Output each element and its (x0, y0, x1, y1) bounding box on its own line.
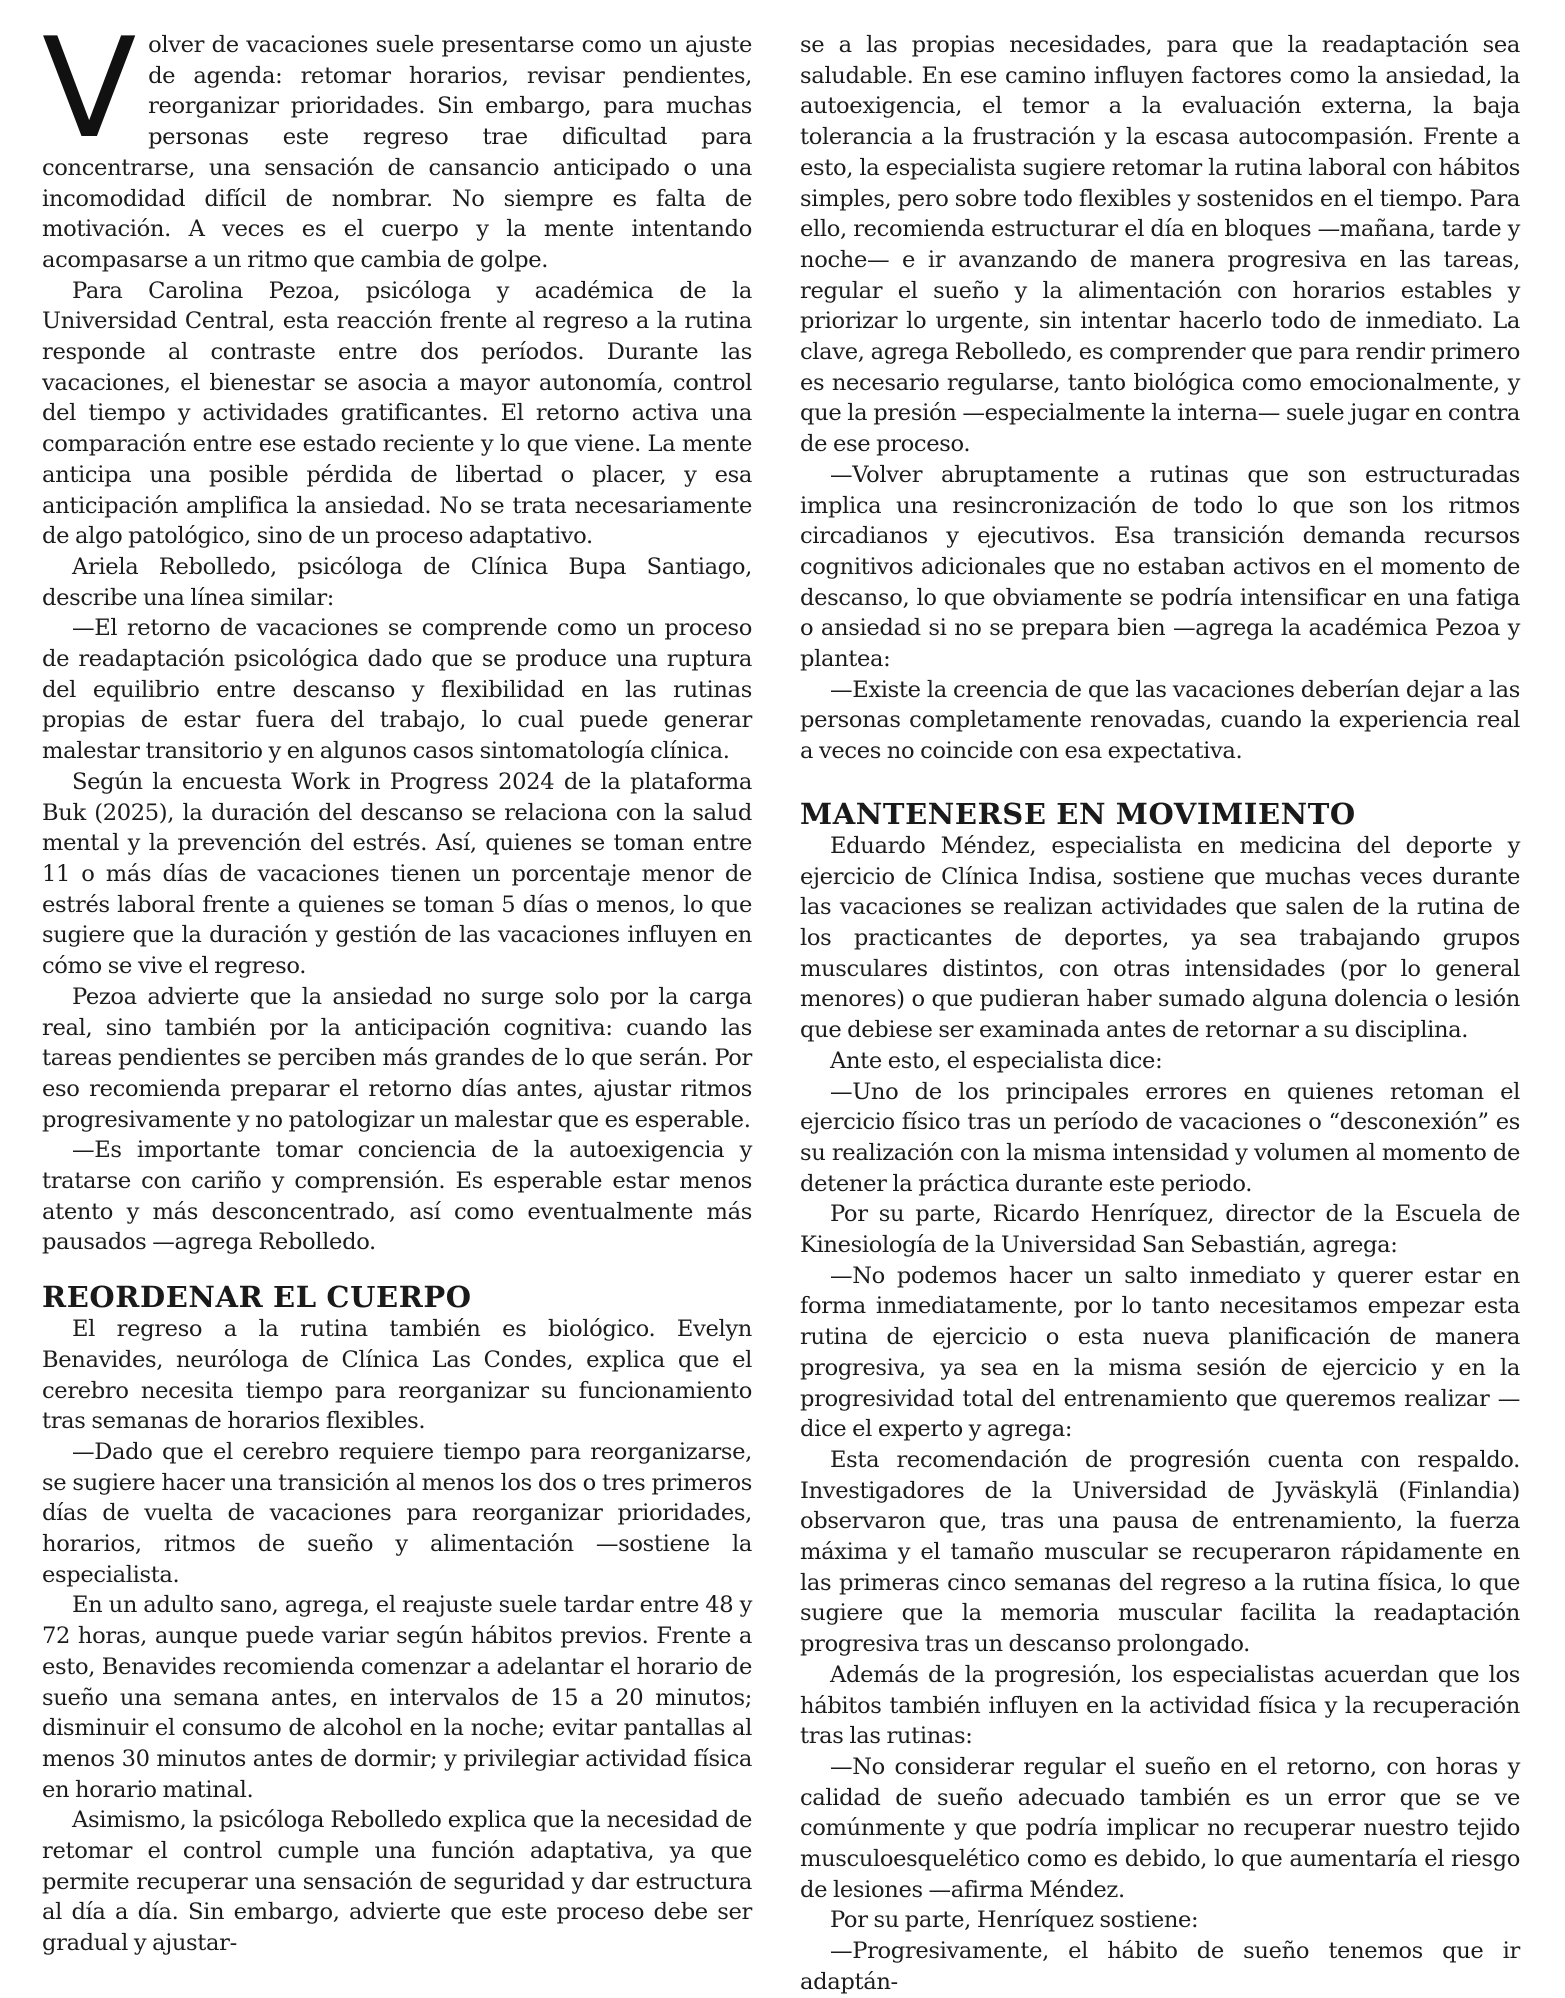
dropcap-letter: V (42, 8, 137, 169)
body-paragraph: Ante esto, el especialista dice: (830, 1047, 1163, 1074)
section-heading-movimiento: MANTENERSE EN MOVIMIENTO (800, 796, 1356, 831)
body-paragraph: —Uno de los principales errores en quienes retoman el ejercicio físico tras un período de vacaciones o “desconexión” es su realización con la misma intensidad y volumen al momento de detener la práctica durante este periodo. (800, 1078, 1520, 1197)
body-paragraph: El regreso a la rutina también es biológico. Evelyn Benavides, neuróloga de Clínica Las Condes, explica que el cerebro necesita tiempo para reorganizar su funcionamiento tras semanas de horarios flexibles. (42, 1316, 752, 1435)
body-paragraph: Eduardo Méndez, especialista en medicina del deporte y ejercicio de Clínica Indisa, sostiene que muchas veces durante las vacaciones se realizan actividades que salen de la rutina de los practicantes de deportes, ya sea trabajando grupos musculares distintos, con otras intensidades (por lo general menores) o que pudieran haber sumado alguna dolencia o lesión que debiese ser examinada antes de retornar a su disciplina. (800, 832, 1520, 1044)
body-paragraph: Asimismo, la psicóloga Rebolledo explica que la necesidad de retomar el control cumple una función adaptativa, ya que permite recuperar una sensación de seguridad y dar estructura al día a día. Sin embargo, advierte que este proceso debe ser gradual y ajustar- (42, 1807, 752, 1957)
body-paragraph: —No podemos hacer un salto inmediato y querer estar en forma inmediatamente, por lo tanto necesitamos empezar esta rutina de ejercicio o esta nueva planificación de manera progresiva, ya sea en la misma sesión de ejercicio y en la progresividad total del entrenamiento que queremos realizar —dice el experto y agrega: (800, 1262, 1520, 1443)
left-column (42, 8, 752, 1959)
body-paragraph: Ariela Rebolledo, psicóloga de Clínica Bupa Santiago, describe una línea similar: (42, 553, 752, 611)
body-paragraph: Además de la progresión, los especialistas acuerdan que los hábitos también influyen en la actividad física y la recuperación tras las rutinas: (800, 1661, 1520, 1750)
body-paragraph: Por su parte, Henríquez sostiene: (830, 1907, 1199, 1934)
body-paragraph: —No considerar regular el sueño en el retorno, con horas y calidad de sueño adecuado también es un error que se ve comúnmente y que podría implicar no recuperar nuestro tejido musculoesquelético como es debido, lo que aumentaría el riesgo de lesiones —afirma Méndez. (800, 1753, 1520, 1903)
body-paragraph: Pezoa advierte que la ansiedad no surge solo por la carga real, sino también por la anticipación cognitiva: cuando las tareas pendientes se perciben más grandes de lo que serán. Por eso recomienda preparar el retorno días antes, ajustar ritmos progresivamente y no patologizar un malestar que es esperable. (42, 983, 752, 1133)
body-paragraph: Por su parte, Ricardo Henríquez, director de la Escuela de Kinesiología de la Universidad San Sebastián, agrega: (800, 1201, 1520, 1259)
intro-text: olver de vacaciones suele presentarse como un ajuste de agenda: retomar horarios, revisar pendientes, reorganizar prioridades. Sin embargo, para muchas personas este regreso trae dificultad para concentrarse, una sensación de cansancio anticipado o una incomodidad difícil de nombrar. No siempre es falta de motivación. A veces es el cuerpo y la mente intentando acompasarse a un ritmo que cambia de golpe. (42, 32, 752, 273)
continuation-paragraph: se a las propias necesidades, para que la readaptación sea saludable. En ese camino influyen factores como la ansiedad, la autoexigencia, el temor a la evaluación externa, la baja tolerancia a la frustración y la escasa autocompasión. Frente a esto, la especialista sugiere retomar la rutina laboral con hábitos simples, pero sobre todo flexibles y sostenidos en el tiempo. Para ello, recomienda estructurar el día en bloques —mañana, tarde y noche— e ir avanzando de manera progresiva en las tareas, regular el sueño y la alimentación con horarios estables y priorizar lo urgente, sin intentar hacerlo todo de inmediato. La clave, agrega Rebolledo, es comprender que para rendir primero es necesario regularse, tanto biológica como emocionalmente, y que la presión —especialmente la interna— suele jugar en contra de ese proceso. (800, 32, 1520, 458)
body-paragraph: En un adulto sano, agrega, el reajuste suele tardar entre 48 y 72 horas, aunque puede variar según hábitos previos. Frente a esto, Benavides recomienda comenzar a adelantar el horario de sueño una semana antes, en intervalos de 15 a 20 minutos; disminuir el consumo de alcohol en la noche; evitar pantallas al menos 30 minutos antes de dormir; y privilegiar actividad física en horario matinal. (42, 1592, 752, 1803)
body-paragraph: Según la encuesta Work in Progress 2024 de la plataforma Buk (2025), la duración del descanso se relaciona con la salud mental y la prevención del estrés. Así, quienes se toman entre 11 o más días de vacaciones tienen un porcentaje menor de estrés laboral frente a quienes se toman 5 días o menos, lo que sugiere que la duración y gestión de las vacaciones influyen en cómo se vive el regreso. (42, 768, 752, 980)
intro-paragraph (42, 8, 752, 276)
section-spacer (800, 767, 1520, 775)
body-paragraph: Esta recomendación de progresión cuenta con respaldo. Investigadores de la Universidad de Jyväskylä (Finlandia) observaron que, tras una pausa de entrenamiento, la fuerza máxima y el tamaño muscular se recuperaron rápidamente en las primeras cinco semanas del regreso a la rutina física, lo que sugiere que la memoria muscular facilita la readaptación progresiva tras un descanso prolongado. (800, 1446, 1520, 1658)
section-heading-reordenar: REORDENAR EL CUERPO (42, 1280, 472, 1315)
body-paragraph: —El retorno de vacaciones se comprende como un proceso de readaptación psicológica dado que se produce una ruptura del equilibrio entre descanso y flexibilidad en las rutinas propias de estar fuera del trabajo, lo cual puede generar malestar transitorio y en algunos casos sintomatología clínica. (42, 615, 752, 765)
right-column (800, 30, 1520, 1998)
body-paragraph: —Es importante tomar conciencia de la autoexigencia y tratarse con cariño y comprensión. Es esperable estar menos atento y más desconcentrado, así como eventualmente más pausados —agrega Rebolledo. (42, 1137, 752, 1256)
body-paragraph: Para Carolina Pezoa, psicóloga y académica de la Universidad Central, esta reacción frente al regreso a la rutina responde al contraste entre dos períodos. Durante las vacaciones, el bienestar se asocia a mayor autonomía, control del tiempo y actividades gratificantes. El retorno activa una comparación entre ese estado reciente y lo que viene. La mente anticipa una posible pérdida de libertad o placer, y esa anticipación amplifica la ansiedad. No se trata necesariamente de algo patológico, sino de un proceso adaptativo. (42, 277, 752, 550)
body-paragraph: —Progresivamente, el hábito de sueño tenemos que ir adaptán- (800, 1938, 1520, 1995)
body-paragraph: —Existe la creencia de que las vacaciones deberían dejar a las personas completamente renovadas, cuando la experiencia real a veces no coincide con esa expectativa. (800, 676, 1520, 765)
body-paragraph: —Dado que el cerebro requiere tiempo para reorganizarse, se sugiere hacer una transición al menos los dos o tres primeros días de vuelta de vacaciones para reorganizar prioridades, horarios, ritmos de sueño y alimentación —sostiene la especialista. (42, 1438, 752, 1588)
body-paragraph: —Volver abruptamente a rutinas que son estructuradas implica una resincronización de todo lo que son los ritmos circadianos y ejecutivos. Esa transición demanda recursos cognitivos adicionales que no estaban activos en el momento de descanso, lo que obviamente se podría intensificar en una fatiga o ansiedad si no se prepara bien —agrega la académica Pezoa y plantea: (800, 461, 1520, 673)
